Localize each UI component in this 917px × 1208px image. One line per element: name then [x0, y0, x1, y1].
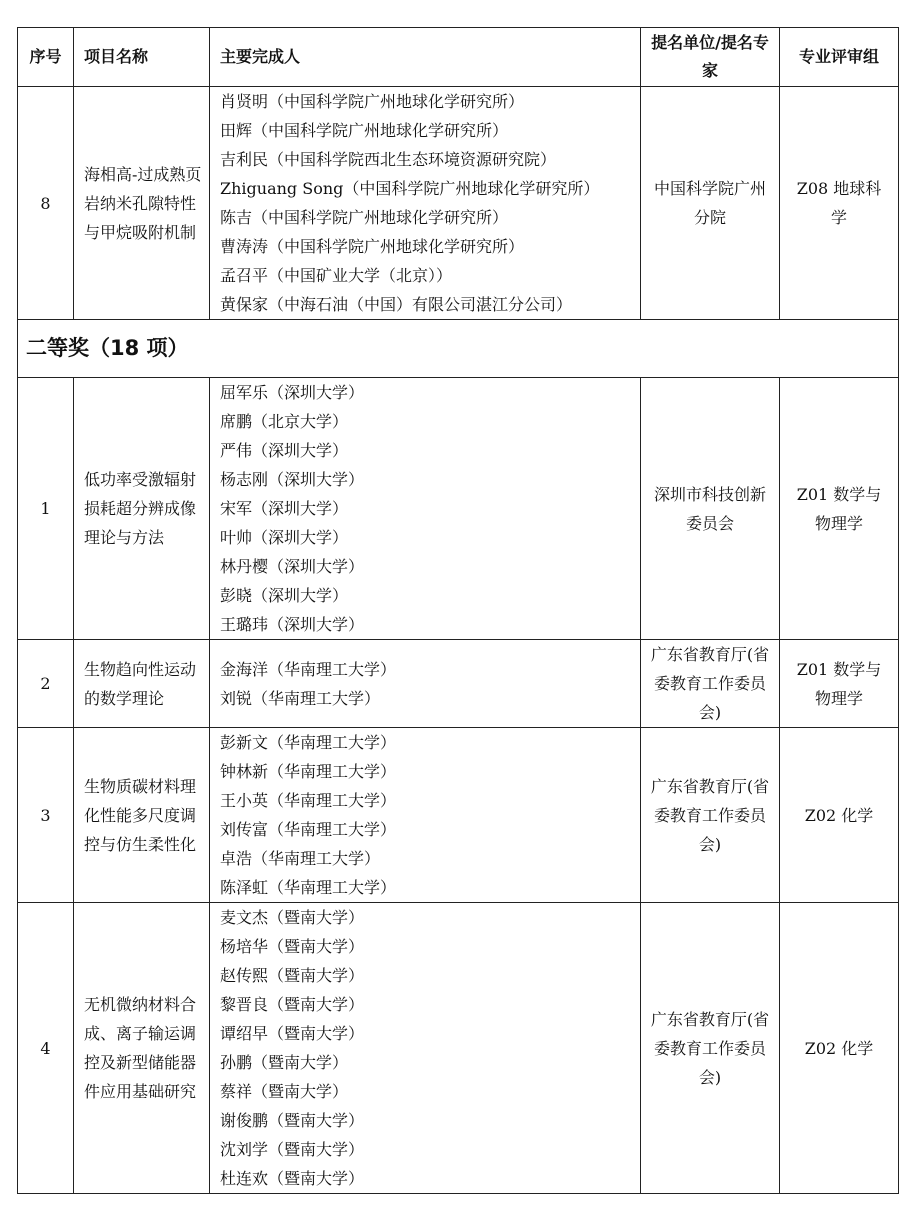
- contributor: 杜连欢（暨南大学）: [220, 1169, 365, 1188]
- contributor: 麦文杰（暨南大学）: [220, 908, 365, 927]
- row-number: 3: [18, 728, 74, 903]
- contributor: 吉利民（中国科学院西北生态环境资源研究院）: [220, 150, 557, 169]
- contributor: 赵传熙（暨南大学）: [220, 966, 365, 985]
- contributor: 蔡祥（暨南大学）: [220, 1082, 349, 1101]
- contributor: 谢俊鹏（暨南大学）: [220, 1111, 365, 1130]
- section-title: 二等奖（18 项）: [18, 320, 899, 378]
- project-name: 生物质碳材料理化性能多尺度调控与仿生柔性化: [74, 728, 210, 903]
- section-row: [18, 320, 899, 378]
- contributor: 刘锐（华南理工大学）: [220, 688, 381, 708]
- contributor: 王璐玮（深圳大学）: [220, 615, 365, 634]
- header-project-name: 项目名称: [74, 28, 210, 87]
- row-number: 4: [18, 903, 74, 1194]
- review-group: Z02 化学: [780, 728, 899, 903]
- contributor: 陈泽虹（华南理工大学）: [220, 878, 397, 897]
- contributor: 刘传富（华南理工大学）: [220, 820, 397, 839]
- table-row: [18, 87, 899, 320]
- contributor: 曹涛涛（中国科学院广州地球化学研究所）: [220, 237, 525, 256]
- review-group: Z02 化学: [780, 903, 899, 1194]
- contributor: 叶帅（深圳大学）: [220, 528, 349, 547]
- main-contributors: [210, 903, 641, 1194]
- contributor: 林丹樱（深圳大学）: [220, 557, 365, 576]
- header-no: 序号: [18, 28, 74, 87]
- contributor: 严伟（深圳大学）: [220, 441, 349, 460]
- header-main-contributors: 主要完成人: [210, 28, 641, 87]
- table-row: [18, 728, 899, 903]
- nominating-unit: 深圳市科技创新委员会: [641, 378, 780, 640]
- contributor: 宋军（深圳大学）: [220, 499, 349, 518]
- contributor: 王小英（华南理工大学）: [220, 791, 397, 810]
- header-review-group: 专业评审组: [780, 28, 899, 87]
- main-contributors: [210, 640, 641, 728]
- nominating-unit: 广东省教育厅(省委教育工作委员会): [641, 640, 780, 728]
- contributor: 金海洋（华南理工大学）: [220, 659, 397, 679]
- contributor: 田辉（中国科学院广州地球化学研究所）: [220, 121, 509, 140]
- contributor: 谭绍早（暨南大学）: [220, 1024, 365, 1043]
- project-name: 无机微纳材料合成、离子输运调控及新型储能器件应用基础研究: [74, 903, 210, 1194]
- contributor: 黄保家（中海石油（中国）有限公司湛江分公司）: [220, 295, 573, 314]
- awards-table: [17, 27, 899, 1194]
- contributor: 屈军乐（深圳大学）: [220, 383, 365, 402]
- contributor: 席鹏（北京大学）: [220, 412, 349, 431]
- contributor: 杨志刚（深圳大学）: [220, 470, 365, 489]
- nominating-unit: 中国科学院广州分院: [641, 87, 780, 320]
- nominating-unit: 广东省教育厅(省委教育工作委员会): [641, 903, 780, 1194]
- project-name: 生物趋向性运动的数学理论: [74, 640, 210, 728]
- contributor: 孟召平（中国矿业大学（北京））: [220, 266, 453, 285]
- review-group: Z01 数学与物理学: [780, 378, 899, 640]
- main-contributors: [210, 87, 641, 320]
- contributor: Zhiguang Song（中国科学院广州地球化学研究所）: [220, 179, 600, 198]
- contributor: 卓浩（华南理工大学）: [220, 849, 381, 868]
- main-contributors: [210, 728, 641, 903]
- contributor: 沈刘学（暨南大学）: [220, 1140, 365, 1159]
- table-row: [18, 640, 899, 728]
- contributor: 肖贤明（中国科学院广州地球化学研究所）: [220, 92, 525, 111]
- contributor: 彭新文（华南理工大学）: [220, 733, 397, 752]
- row-number: 2: [18, 640, 74, 728]
- contributor: 杨培华（暨南大学）: [220, 937, 365, 956]
- contributor: 钟林新（华南理工大学）: [220, 762, 397, 781]
- contributor: 彭晓（深圳大学）: [220, 586, 349, 605]
- project-name: 低功率受激辐射损耗超分辨成像理论与方法: [74, 378, 210, 640]
- table-header-row: [18, 28, 899, 87]
- review-group: Z01 数学与物理学: [780, 640, 899, 728]
- contributor: 孙鹏（暨南大学）: [220, 1053, 349, 1072]
- nominating-unit: 广东省教育厅(省委教育工作委员会): [641, 728, 780, 903]
- review-group: Z08 地球科学: [780, 87, 899, 320]
- table-row: [18, 903, 899, 1194]
- contributor: 黎晋良（暨南大学）: [220, 995, 365, 1014]
- project-name: 海相高-过成熟页岩纳米孔隙特性与甲烷吸附机制: [74, 87, 210, 320]
- row-number: 1: [18, 378, 74, 640]
- table-row: [18, 378, 899, 640]
- main-contributors: [210, 378, 641, 640]
- row-number: 8: [18, 87, 74, 320]
- contributor: 陈吉（中国科学院广州地球化学研究所）: [220, 208, 509, 227]
- header-nominator: 提名单位/提名专家: [641, 28, 780, 87]
